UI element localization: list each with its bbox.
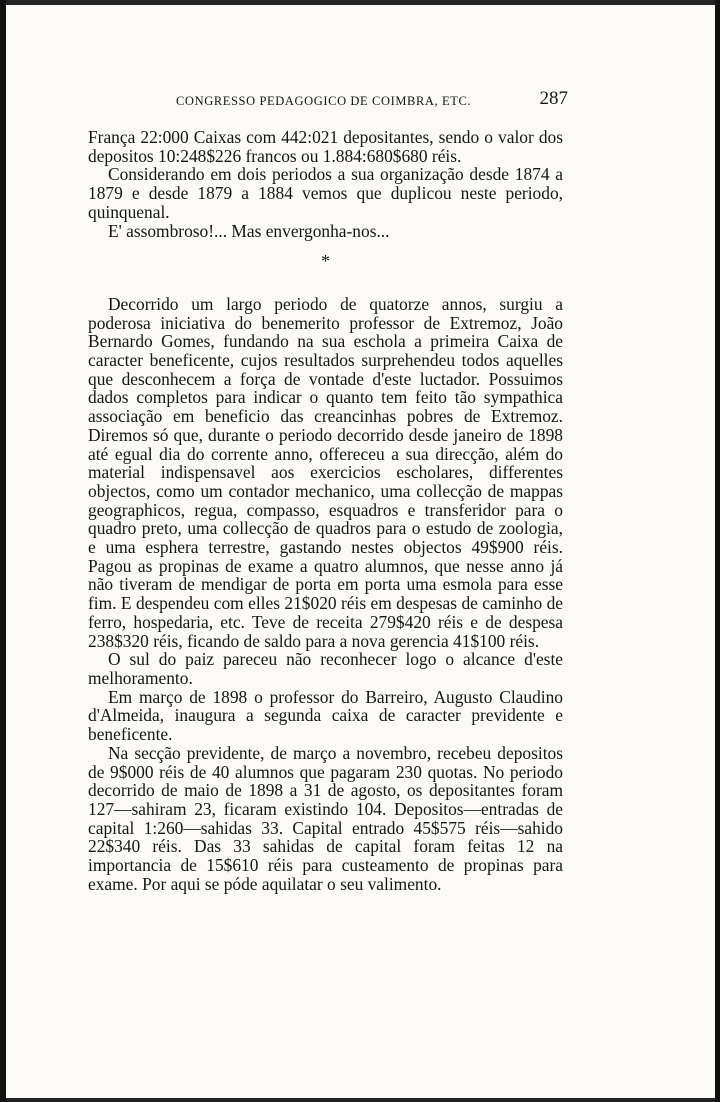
- page-border-right: [715, 0, 720, 1102]
- paragraph: Decorrido um largo periodo de quatorze annos, surgiu a poderosa iniciativa do benemerito professor de Extremoz, João Bernardo Gomes, fundando na sua eschola a primeira Caixa de caracter beneficente, cujos resultados surprehendeu todos aquelles que desconhecem a força de vontade d'este luctador. Possuimos dados completos para indicar o quanto tem feito tão sympathica associação em beneficio das creancinhas pobres de Extremoz. Diremos só que, durante o periodo decorrido desde janeiro de 1898 até egual dia do corrente anno, offereceu a sua direcção, além do material indispensavel aos exercicios escholares, differentes objectos, como um contador mechanico, uma collecção de mappas geographicos, regua, compasso, esquadros e transferidor para o quadro preto, uma collecção de quadros para o estudo de zoologia, e uma esphera terrestre, gastando nestes objectos 49$900 réis. Pagou as propinas de exame a quatro alumnos, que nesse anno já não tiveram de mendigar de porta em porta uma esmola para esse fim. E despendeu com elles 21$020 réis em despesas de caminho de ferro, hospedaria, etc. Teve de receita 279$420 réis e de despesa 238$320 réis, ficando de saldo para a nova gerencia 41$100 réis.: [88, 293, 563, 651]
- page-number: 287: [539, 88, 568, 109]
- paragraph: Em março de 1898 o professor do Barreiro, Augusto Claudino d'Almeida, inaugura a segunda caixa de caracter previdente e beneficente.: [88, 686, 563, 745]
- page-border-bottom: [0, 1098, 720, 1102]
- paragraph: Na secção previdente, de março a novembro, recebeu depositos de 9$000 réis de 40 alumnos que pagaram 230 quotas. No periodo decorrido de maio de 1898 a 31 de agosto, os depositantes foram 127—sahiram 23, ficaram existindo 104. Depositos—entradas de capital 1:260—sahidas 33. Capital entrado 45$575 réis—sahido 22$340 réis. Das 33 sahidas de capital foram feitas 12 na importancia de 15$610 réis para custeamento de propinas para exame. Por aqui se póde aquilatar o seu valimento.: [88, 742, 563, 894]
- paragraph: E' assombroso!... Mas envergonha-nos...: [108, 220, 390, 241]
- section-break-asterisk: *: [321, 251, 330, 272]
- page-border-left: [0, 0, 6, 1102]
- running-title: CONGRESSO PEDAGOGICO DE COIMBRA, ETC.: [176, 94, 472, 108]
- running-head: [88, 88, 568, 114]
- page-border-top: [0, 0, 720, 5]
- body-text: [88, 128, 563, 893]
- paragraph: O sul do paiz pareceu não reconhecer logo o alcance d'este melhoramento.: [88, 649, 563, 688]
- paragraph: Considerando em dois periodos a sua organização desde 1874 a 1879 e desde 1879 a 1884 vemos que duplicou neste periodo, quinquenal.: [88, 164, 563, 222]
- paragraph: França 22:000 Caixas com 442:021 depositantes, sendo o valor dos depositos 10:248$226 francos ou 1.884:680$680 réis.: [88, 127, 563, 166]
